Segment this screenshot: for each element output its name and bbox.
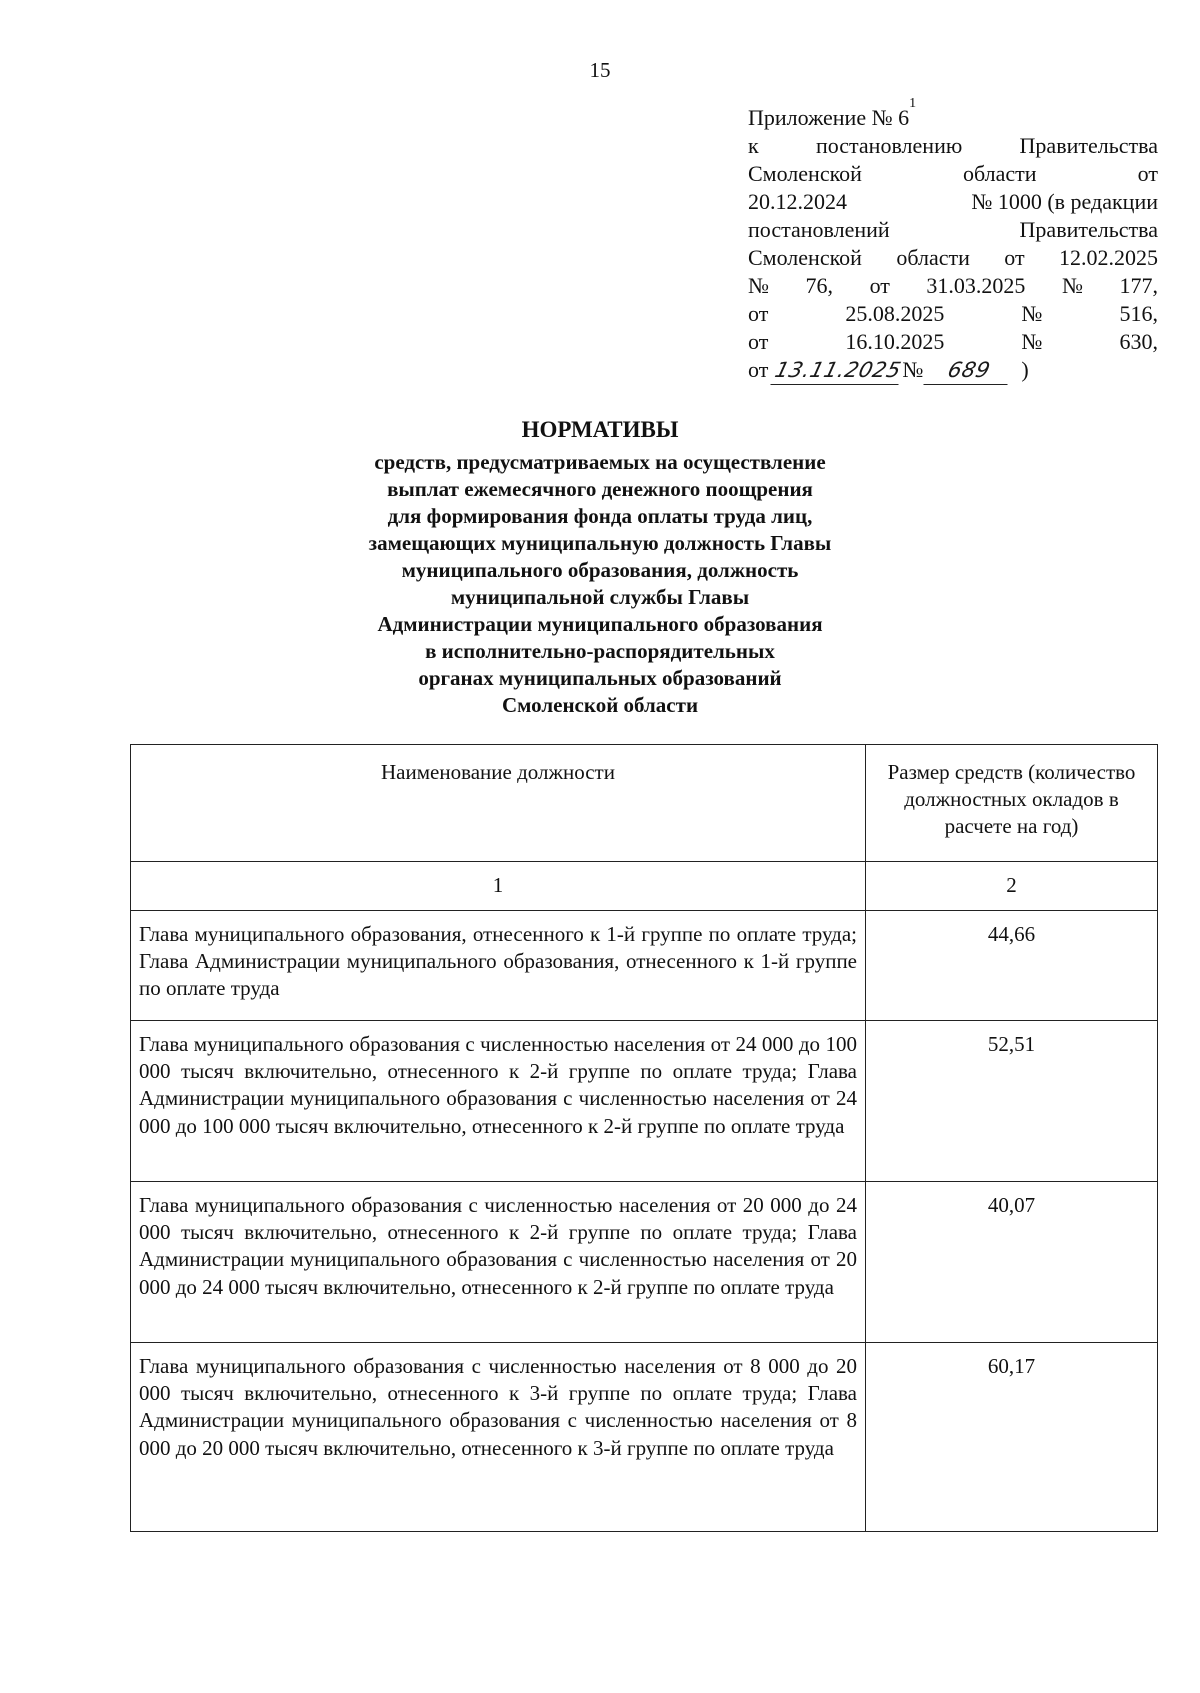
table-header-row <box>131 745 1158 862</box>
appendix-word: постановлению <box>815 133 963 158</box>
appendix-word: постановлений <box>748 217 890 242</box>
appendix-word: области <box>896 245 970 270</box>
position-cell: Глава муниципального образования с численностью населения от 20 000 до 24 000 тысяч включительно, отнесенного к 2-й группе по оплате труда; Глава Администрации муниципального образования с численностью населения от 20 000 до 24 000 тысяч включительно, отнесенного к 2-й группе по оплате труда <box>131 1182 866 1343</box>
appendix-word: области <box>963 161 1037 186</box>
appendix-line-signature <box>748 356 1158 385</box>
appendix-word: от <box>1004 245 1025 270</box>
document-subtitle-line: выплат ежемесячного денежного поощрения <box>387 477 813 501</box>
appendix-line-3 <box>748 188 1158 216</box>
position-cell: Глава муниципального образования с численностью населения от 24 000 до 100 000 тысяч включительно, отнесенного к 2-й группе по оплате труда; Глава Администрации муниципального образования с численностью населения от 24 000 до 100 000 тысяч включительно, отнесенного к 2-й группе по оплате труда <box>131 1021 866 1182</box>
value-cell: 60,17 <box>866 1343 1158 1532</box>
value-cell: 44,66 <box>866 911 1158 1021</box>
appendix-word: 16.10.2025 <box>845 329 945 354</box>
appendix-word: № <box>748 273 769 298</box>
appendix-word: 25.08.2025 <box>845 301 945 326</box>
appendix-title-text: Приложение № 6 <box>748 105 910 130</box>
document-subtitle-line: органах муниципальных образований <box>418 666 782 690</box>
appendix-word: от <box>748 301 769 326</box>
header-amount: Размер средств (количество должностных окладов в расчете на год) <box>866 745 1158 862</box>
appendix-title <box>748 96 1158 132</box>
appendix-line-6 <box>748 272 1158 300</box>
handwritten-date: 13.11.2025 <box>771 356 906 385</box>
appendix-word: к <box>748 133 759 158</box>
appendix-word: от <box>748 329 769 354</box>
appendix-word: 20.12.2024 <box>748 189 847 214</box>
table-row <box>131 1182 1158 1343</box>
appendix-word: 76, <box>805 273 834 298</box>
norms-table <box>130 744 1158 1532</box>
handwritten-number: 689 <box>924 356 1015 385</box>
value-cell: 52,51 <box>866 1021 1158 1182</box>
table-row <box>131 911 1158 1021</box>
appendix-number-sign: № <box>902 357 924 382</box>
closing-paren: ) <box>1021 357 1029 382</box>
appendix-line-7 <box>748 300 1158 328</box>
column-number-2: 2 <box>866 862 1158 911</box>
position-cell: Глава муниципального образования, отнесенного к 1-й группе по оплате труда; Глава Администрации муниципального образования, отнесенного к 1-й группе по оплате труда <box>131 911 866 1021</box>
appendix-word: 12.02.2025 <box>1058 245 1158 270</box>
document-subtitle-line: для формирования фонда оплаты труда лиц, <box>387 504 813 528</box>
page-number: 15 <box>589 58 611 82</box>
header-position-name: Наименование должности <box>131 745 866 862</box>
table-row <box>131 1343 1158 1532</box>
appendix-word: 630, <box>1119 329 1158 354</box>
appendix-line-8 <box>748 328 1158 356</box>
position-cell: Глава муниципального образования с численностью населения от 8 000 до 20 000 тысяч включительно, отнесенного к 3-й группе по оплате труда; Глава Администрации муниципального образования с численностью населения от 8 000 до 20 000 тысяч включительно, отнесенного к 3-й группе по оплате труда <box>131 1343 866 1532</box>
document-title: НОРМАТИВЫ <box>521 417 679 442</box>
appendix-word: от <box>748 357 769 382</box>
appendix-word: 516, <box>1119 301 1158 326</box>
document-subtitle-line: муниципальной службы Главы <box>450 585 750 609</box>
document-subtitle-line: Смоленской области <box>501 693 699 717</box>
appendix-line-4 <box>748 216 1158 244</box>
appendix-word: Правительства <box>1019 133 1158 158</box>
appendix-word: № 1000 (в редакции <box>971 189 1158 214</box>
column-number-row <box>131 862 1158 911</box>
appendix-line-5 <box>748 244 1158 272</box>
appendix-word: от <box>869 273 890 298</box>
appendix-line-1 <box>748 132 1158 160</box>
appendix-word: № <box>1021 301 1043 326</box>
value-cell: 40,07 <box>866 1182 1158 1343</box>
appendix-title-superscript: 1 <box>909 96 917 111</box>
document-subtitle-line: муниципального образования, должность <box>401 558 799 582</box>
column-number-1: 1 <box>131 862 866 911</box>
appendix-word: Правительства <box>1019 217 1158 242</box>
document-subtitle-line: замещающих муниципальную должность Главы <box>368 531 832 555</box>
appendix-word: 31.03.2025 <box>926 273 1026 298</box>
appendix-reference <box>748 96 1158 385</box>
appendix-word: Смоленской <box>748 161 862 186</box>
table-row <box>131 1021 1158 1182</box>
appendix-word: Смоленской <box>748 245 862 270</box>
appendix-word: 177, <box>1119 273 1158 298</box>
document-subtitle-line: средств, предусматриваемых на осуществление <box>374 450 826 474</box>
appendix-word: от <box>1137 161 1158 186</box>
appendix-line-2 <box>748 160 1158 188</box>
appendix-word: № <box>1061 273 1083 298</box>
document-subtitle-line: в исполнительно-распорядительных <box>425 639 775 663</box>
document-heading <box>0 415 1200 719</box>
document-subtitle-line: Администрации муниципального образования <box>377 612 823 636</box>
appendix-word: № <box>1021 329 1043 354</box>
